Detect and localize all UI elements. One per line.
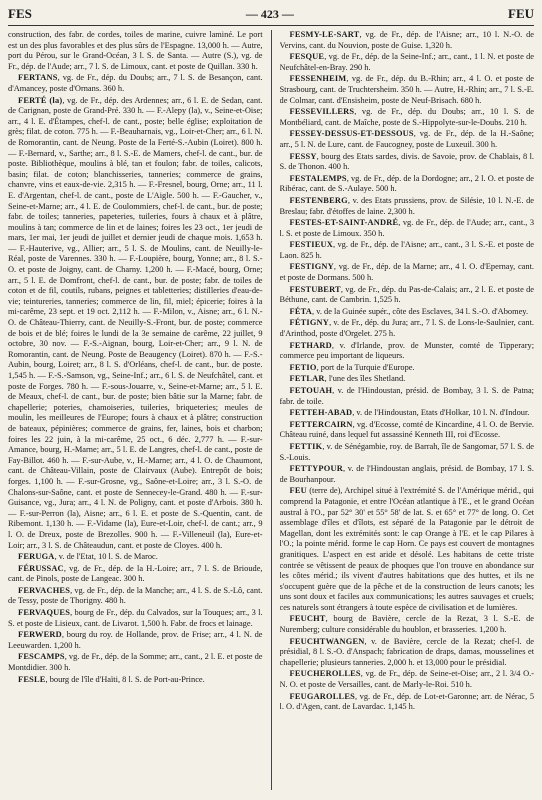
dictionary-entry	[280, 240, 535, 261]
entry-headword: FESLE	[18, 674, 46, 684]
entry-text: , vg. de Fr., dép. de la H.-Saône; arr., 5 l. N. de Lure, cant. de Faucogney, poste de Luxeuil. 300 h.	[279, 129, 534, 149]
right-column	[280, 30, 535, 790]
entry-text: , vg. de Fr., dép. de la Somme; arr., cant., 2 l. E. et poste de Montdidier. 300 h.	[8, 652, 263, 673]
entry-headword: FEUCHTWANGEN	[289, 636, 365, 646]
entry-text: , v. de la Guinée supér., côte des Esclaves, 34 l. S.-O. d'Abomey.	[312, 306, 529, 316]
dictionary-entry	[8, 564, 263, 585]
dictionary-entry	[280, 196, 535, 217]
dictionary-entry	[280, 464, 535, 485]
entry-text: , v. de Bavière, cercle de la Rezat; chef-l. de présidial, 8 l. S.-O. d'Anspach; fabrication de draps, damas, mousselines et chapellerie; plusieurs tanneries. 2,000 h. et 13,000 pour le présidial.	[279, 636, 534, 667]
entry-text: , vg. de Fr., dép. de Seine-et-Oise; arr., 2 l. 3/4 O.-N. O. et poste de Versailles, cant. de Marly-le-Roi. 510 h.	[279, 669, 534, 690]
entry-text: , v. de Fr., dép. du Jura; arr., 7 l. S. de Lons-le-Saulnier, cant. d'Arinthod, poste d'Orgelet. 275 h.	[279, 318, 534, 339]
entry-headword: FESTIGNY	[289, 262, 334, 272]
entry-headword: FÉTIGNY	[289, 318, 330, 328]
dictionary-entry	[280, 129, 535, 150]
entry-text: , bourg de l'île d'Haïti, 8 l. S. de Port-au-Prince.	[45, 674, 205, 684]
entry-text: , vg. de Fr., dép. du B.-Rhin; arr., 4 l. O. et poste de Strasbourg, cant. de Truchtersheim. 350 h. — Autre, H.-Rhin; arr., 7 l. S.-E. de Colmar, cant. d'Ensisheim, poste de Neuf-Brisach. 680 h.	[279, 74, 534, 105]
entry-text: , vg. de Fr., dép. des Ardennes; arr., 6 l. E. de Sedan, cant. de Carignan, poste de Grand-Pré. 330 h. — F.-Alepy (la), v., Seine-et-Oise; arr., 4 l. E. d'Étampes, chef-l. de cant., poste; belle église; exploitation de grès; filat. de coton. 775 h. — F.-Beauharnais, vg., Loir-et-Cher; arr., 6 l. N. de Romorantin, cant. de Neung. Poste de la Ferté-S.-Aubin (Loiret). 800 h. — F.-Bernard, v., Sarthe; arr., 8 l. S.-E. de Mamers, chef-l. de cant., bur. de poste. Bibliothèque, moulins à blé, tan et foulon; fabr. de toiles, calicots, basin; filat. de coton; blanchisseries, tanneries; commerce de grains, chanvre, vins et eaux-de-vie. 2,315 h. — F.-Fresnel, bourg, Orne; arr., 11 l. E. d'Argentan, chef-l. de cant., poste de L'Aigle. 500 h. — F.-Gaucher, v., Seine-et-Marne; arr., 4 l. E. de Coulommiers, chef-l. de cant., bur. de poste; fabr. de toiles; tanneries, papeteries, tuileries, fours à chaux et à plâtre, moulins à tan; commerce de lin et de laines; foires les 23 oct., 1er jeudi de mars, 1er mai, 1er jeudi de juillet et dernier jeudi de chaque mois. 1,653 h. — F.-Hauterive, vg., Allier; arr., 5 l. S. de Moulins, cant. de Neuilly-le-Réal, poste de Varennes. 330 h. — F.-Loupière, bourg, Yonne; arr., 8 l. S.-O. et poste de Joigny, cant. de Charny. 1,200 h. — F.-Macé, bourg, Orne; arr., 5 l. E. de Domfront, chef-l. de cant., bur. de poste; fabr. de toiles de coton et de fil, coutils, rubans, peignes et tabletteries; distilleries d'eau-de-vie; teintureries, tanneries; commerce de lin, fil, miel; épicerie; foires à la mi-carême, 23 sept. et 19 oct. 2,112 h. — F.-Milon, v., Aisne; arr., 6 l. N.-O. de Château-Thierry, cant. de Neuilly-S.-Front, bur. de poste; commerce de bois et de blé; foires le lundi de la 3e semaine de carême, 22 juillet, 9 octobre, 30 nov. — F.-S.-Aignan, bourg, Loir-et-Cher; arr., 9 l. N. de Romorantin, cant. de Neung. Poste de Beaugency (Loiret). 870 h. — F.-S.-Aubin, bourg, Loiret; arr., 8 l. S. d'Orléans, chef-l. de cant., bur. de poste. 1,545 h. — F.-S.-Samson, vg., Seine-Inf.; arr., 6 l. S. de Neufchâtel, cant. et poste de Forges. 780 h. — F.-sous-Jouarre, v., Seine-et-Marne; arr., 5 l. E. de Meaux, chef-l. de cant., bur. de poste; bien bâtie sur la Marne; fabr. de chapellerie; poteries, chamoiseries, tuileries, briqueteries; meules de moulin, les meilleures de l'Europe; fours à chaux et à plâtre; construction de bateaux, pépinières; commerce de grains, fer, laines, bois et charbon; foires les 22 juin, à la mi-carême, 25 oct., 6 déc. 2,777 h. — F.-sur-Amance, bourg, H.-Marne; arr., 5 l. E. de Langres, chef-l. de cant., poste de Fay-Billot. 460 h. — F.-sur-Aube, v., H.-Marne; arr., 4 l. O. de Chaumont, cant. de Château-Villain, poste de Clairvaux (Aube). Entrepôt de bois; forges. 1,100 h. — F.-sur-Grosne, vg., Saône-et-Loire; arr., 3 l. S.-O. de Chalons-sur-Saône, cant. et poste de Sennecey-le-Grand. 480 h. — F.-sur-Guisance, vg., Jura; arr., 4 l. N. de Poligny, cant. et poste d'Arbois. 380 h. — F.-sur-Perron (la), Aisne; arr., 6 l. E. et poste de S.-Quentin, cant. de Ribemont. 1,130 h. — F.-Vidame (la), Eure-et-Loir, chef-l. de cant.; arr., 9 l. O. de Dreux, poste de Brezolles. 900 h. — F.-Villeneuil (la), Eure-et-Loir; arr., 3 l. S. de Châteaudun, cant. et poste de Cloyes. 400 h.	[8, 95, 263, 550]
entry-headword: FESQUE	[289, 52, 325, 62]
entry-headword: FETTIK	[289, 441, 323, 451]
entry-headword: FÉRUSSAC	[18, 563, 64, 573]
entry-headword: FESTENBERG	[289, 195, 348, 205]
dictionary-entry	[280, 408, 535, 419]
entry-headword: FESTUBERT	[289, 284, 341, 294]
entry-text: , port de la Turquie d'Europe.	[316, 362, 415, 372]
dictionary-entry	[280, 30, 535, 51]
header-right-guideword: FEU	[508, 6, 534, 21]
entry-headword: FERTANS	[18, 73, 58, 83]
entry-headword: FETTEH-ABAD	[289, 408, 353, 418]
dictionary-entry	[280, 386, 535, 407]
dictionary-entry	[8, 608, 263, 629]
entry-headword: FETLAR	[289, 374, 325, 384]
entry-headword: FESTIEUX	[289, 240, 333, 250]
dictionary-entry	[8, 30, 263, 72]
entry-text: , vg. de Fr., dép. de l'Aisne; arr., cant., 3 l. S.-E. et poste de Laon. 825 h.	[279, 240, 534, 260]
left-column	[8, 30, 263, 790]
column-divider	[271, 30, 272, 790]
entry-text: , bourg du roy. de Hollande, prov. de Frise; arr., 4 l. N. de Leeuwarden. 1,200 h.	[8, 630, 263, 650]
dictionary-entry	[8, 675, 263, 686]
entry-text: , vg. de Fr., dép. du Pas-de-Calais; arr., 2 l. E. et poste de Béthune, cant. de Cambrin. 1,525 h.	[279, 284, 534, 305]
dictionary-entry	[280, 107, 535, 128]
two-column-body	[8, 30, 534, 790]
entry-headword: FETTYPOUR	[289, 464, 343, 474]
entry-text: , bourg de Fr., dép. du Calvados, sur la Touques; arr., 3 l. S. et poste de Lisieux, cant. de Livarot. 1,500 h. Fabr. de frocs et lainage.	[8, 608, 263, 628]
entry-headword: FERWERD	[18, 630, 62, 640]
entry-text: , v. de l'Etat, 10 l. S. de Maroc.	[54, 552, 158, 562]
entry-text: , v. des Etats prussiens, prov. de Silésie, 10 l. N.-E. de Breslau; fabr. d'étoffes de laine. 2,300 h.	[279, 195, 534, 216]
entry-headword: FERUGA	[18, 552, 55, 562]
header-left-guideword: FES	[8, 6, 32, 21]
dictionary-entry	[8, 73, 263, 94]
entry-headword: FESMY-LE-SART	[289, 30, 360, 39]
entry-headword: FEUCHT	[289, 614, 326, 624]
dictionary-entry	[280, 341, 535, 362]
entry-text: , vg. de Fr., dép. de la Marne; arr., 4 l. O. d'Epernay, cant. et poste de Dormans. 500 h.	[279, 262, 534, 283]
dictionary-entry	[8, 630, 263, 651]
entry-headword: FERTÉ (la)	[18, 95, 63, 105]
entry-text: , v. de Sénégambie, roy. de Barrah, île de Sangomar, 57 l. S. de S.-Louis.	[279, 441, 534, 462]
entry-text: , vg. de Fr., dép. du Doubs; arr., 7 l. S. de Besançon, cant. d'Amancey, poste d'Ornans. 360 h.	[8, 73, 263, 93]
entry-text: , v. d'Irlande, prov. de Munster, comté de Tipperary; commerce peu important de liqueurs.	[279, 340, 534, 361]
entry-text: , vg. de Fr., dép. de la Manche; arr., 4 l. S. de S.-Lô, cant. de Tessy, poste de Thorigny. 480 h.	[8, 585, 263, 606]
dictionary-entry	[280, 486, 535, 613]
entry-text: , l'une des îles Shetland.	[324, 374, 406, 384]
dictionary-entry	[280, 637, 535, 669]
dictionary-entry	[280, 307, 535, 318]
entry-headword: FERVACHES	[18, 585, 71, 595]
entry-text: , vg. d'Ecosse, comté de Kincardine, 4 l. O. de Bervie. Château ruiné, dans lequel fut assassiné Kenneth III, roi d'Ecosse.	[279, 419, 534, 440]
entry-text: , vg. de Fr., dép. de la Seine-Inf.; arr., cant., 1 l. N. et poste de Neufchâtel-en-Bray. 290 h.	[279, 52, 534, 72]
dictionary-entry	[280, 420, 535, 441]
page-number: — 423 —	[245, 7, 294, 21]
entry-headword: FESSENHEIM	[289, 74, 347, 84]
entry-text: , vg. de Fr., dép. de l'Aude; arr., cant., 3 l. S. et poste de Limoux. 350 h.	[279, 218, 534, 238]
entry-headword: FETTERCAIRN	[289, 419, 353, 429]
dictionary-entry	[280, 442, 535, 463]
entry-headword: FESSY	[289, 151, 317, 161]
entry-headword: FESCAMPS	[18, 652, 65, 662]
entry-headword: FEUCHEROLLES	[289, 669, 361, 679]
entry-headword: FETHARD	[289, 340, 332, 350]
dictionary-entry	[280, 614, 535, 635]
entry-headword: FERVAQUES	[18, 608, 71, 618]
entry-text: , v. de l'Hindoustan anglais, présid. de Bombay, 17 l. S. de Bourhanpour.	[279, 464, 534, 484]
dictionary-entry	[280, 152, 535, 173]
entry-headword: FESTES-ET-SAINT-ANDRÉ	[289, 218, 399, 228]
dictionary-entry	[280, 52, 535, 73]
dictionary-entry	[8, 552, 263, 563]
entry-headword: FESSEY-DESSUS-ET-DESSOUS	[289, 129, 414, 139]
page-header	[8, 0, 534, 26]
entry-text: , vg. de Fr., dép. de l'Aisne; arr., 10 l. N.-O. de Vervins, cant. du Nouvion, poste de Guise. 1,320 h.	[279, 30, 534, 50]
entry-text: , vg. de Fr., dép. du Doubs; arr., 10 l. S. de Montbéliard, cant. de Maîche, poste de S.-Hippolyte-sur-le-Doubs. 210 h.	[279, 107, 534, 127]
dictionary-entry	[280, 669, 535, 690]
dictionary-entry	[280, 218, 535, 239]
entry-text: , v. de l'Hindoustan, Etats d'Holkar, 10 l. N. d'Indour.	[352, 408, 530, 418]
entry-headword: FEUGAROLLES	[289, 691, 355, 701]
entry-text: construction, des fabr. de cordes, toiles de marine, cuivre laminé. Le port est un des plus favorables et des plus sûrs de l'Espagne. 13,000 h. — Autre, port du Pérou, sur le Grand-Océan, 3 l. S. de Santa. — Autre (S.), vg. de Fr., dép. de l'Aude; arr., 7 l. S. de Limoux, cant. et poste de Quillan. 330 h.	[8, 30, 263, 71]
dictionary-entry	[280, 285, 535, 306]
dictionary-entry	[8, 586, 263, 607]
dictionary-entry	[280, 318, 535, 339]
entry-headword: FEU	[289, 486, 307, 496]
dictionary-entry	[280, 174, 535, 195]
entry-text: (terre de), Archipel situé à l'extrémité S. de l'Amérique mérid., qui comprend la Patagonie, et entre l'Océan atlantique à l'E., et le grand Océan austral à l'O., par 52° 30' et 55° 58' de lat. S. et 65° et 77° de long. O. Cet assemblage d'îles et d'îlots, est séparé de la Patagonie par le détroit de Magellan, dont les extrémités sont: le cap Orange à l'E. et le cap Pilares à l'O.; la pointe mérid. forme le cap Horn. Ce pays est couvert de montagnes granitiques. L'aspect en est aride et désolé. Les habitans de cette triste contrée se vêtissent de peaux de phoques que l'on trouve en abondance sur les côtes mérid.; ils vivent d'autres habitations que des huttes, et ils ne s'occupent guère que de la pêche et de la construction de leurs canots; les uns sont doux et faciles aux communications; les autres sauvages et cruels; ces naturels sont étrangers à toute espèce de civilisation et de lumières.	[279, 486, 534, 612]
entry-headword: FETOUAH	[289, 386, 333, 395]
entry-text: , vg. de Fr., dép. de Lot-et-Garonne; arr. de Nérac, 5 l. O. d'Agen, cant. de Lavardac. 1,145 h.	[279, 691, 534, 712]
entry-headword: FÉTA	[289, 306, 313, 316]
dictionary-entry	[280, 363, 535, 374]
dictionary-entry	[280, 74, 535, 106]
entry-text: , v. de l'Hindoustan, présid. de Bombay, 3 l. S. de Patna; fabr. de toile.	[279, 386, 534, 406]
dictionary-entry	[8, 652, 263, 673]
entry-headword: FESSEVILLERS	[289, 107, 355, 117]
entry-text: , bourg des Etats sardes, divis. de Savoie, prov. de Chablais, 8 l. S. de Thonon. 400 h.	[279, 151, 534, 172]
dictionary-entry	[8, 96, 263, 552]
dictionary-entry	[280, 692, 535, 713]
dictionary-entry	[280, 374, 535, 385]
entry-text: , vg. de Fr., dép. de la H.-Loire; arr., 7 l. S. de Brioude, cant. de Pinols, poste de Langeac. 300 h.	[8, 563, 263, 584]
dictionary-entry	[280, 262, 535, 283]
entry-text: , bourg de Bavière, cercle de la Rezat, 3 l. S.-E. de Nuremberg; culture considérable du houblon, et brasseries. 1,200 h.	[279, 614, 534, 635]
entry-headword: FESTALEMPS	[289, 173, 347, 183]
entry-text: , vg. de Fr., dép. de la Dordogne; arr., 2 l. O. et poste de Ribérac, cant. de S.-Aulaye. 500 h.	[279, 173, 534, 194]
entry-headword: FETIO	[289, 362, 317, 372]
